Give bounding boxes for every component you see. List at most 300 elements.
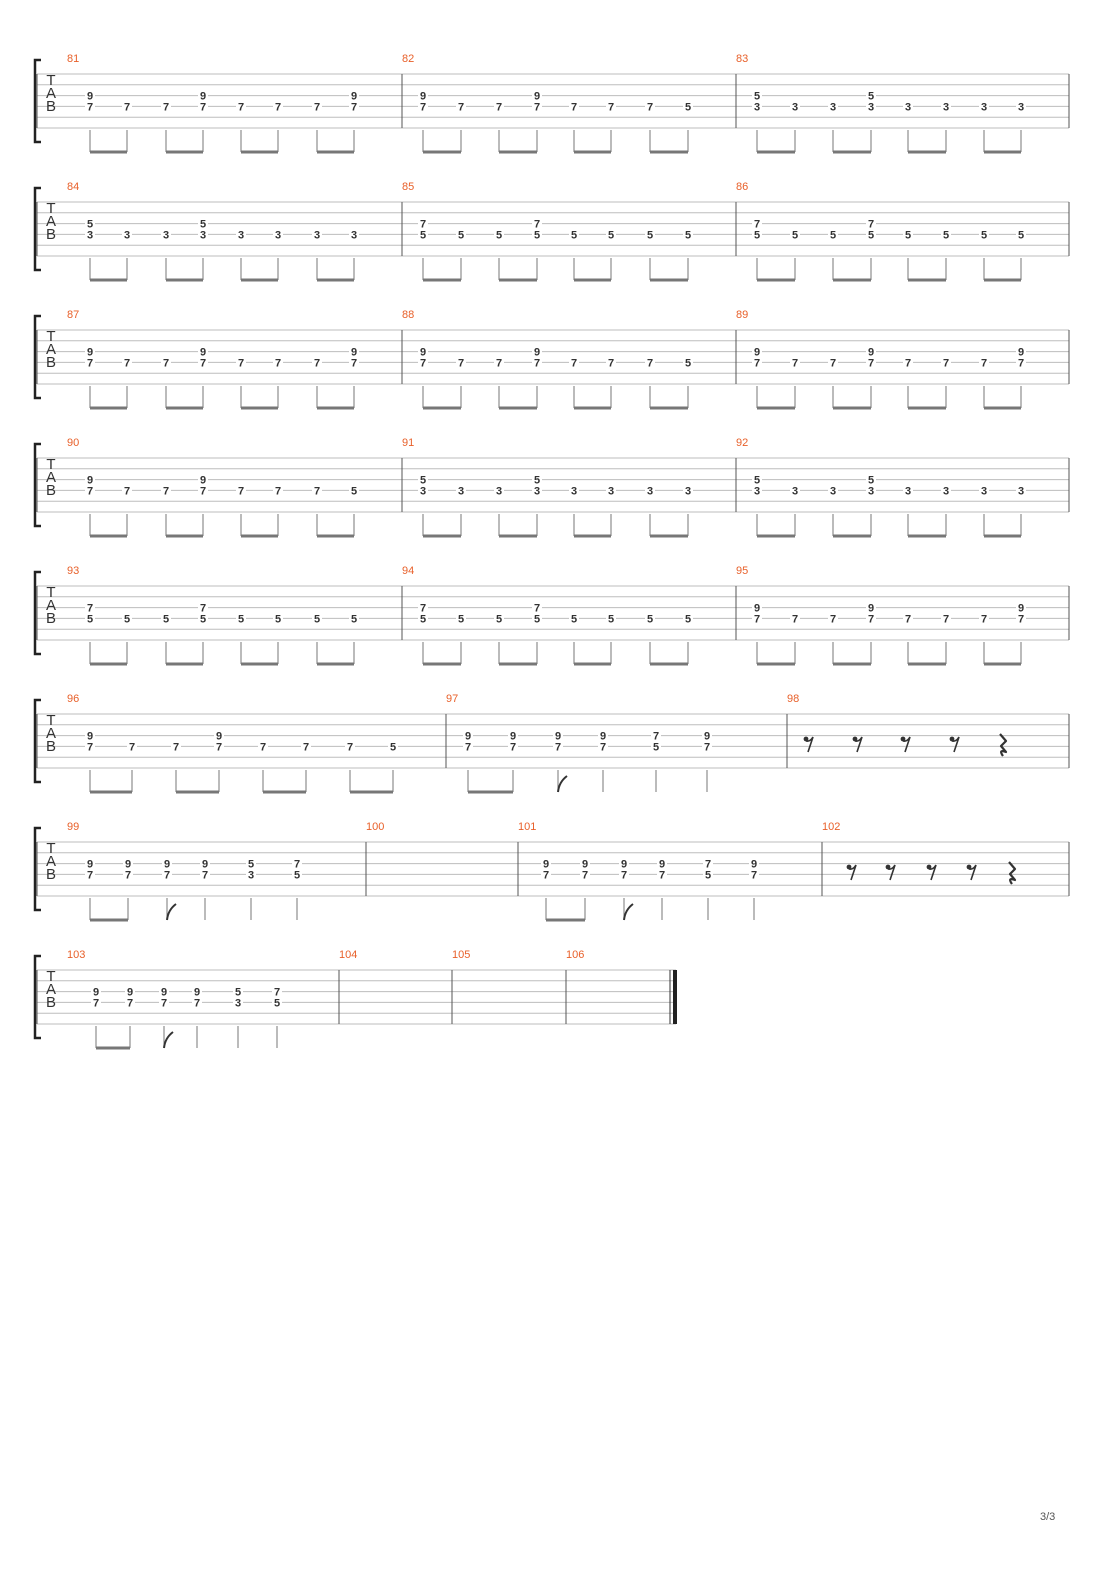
fret-number: 5 bbox=[704, 869, 712, 882]
fret-number: 7 bbox=[980, 613, 988, 626]
fret-number: 9 bbox=[350, 90, 358, 103]
measure-number: 101 bbox=[518, 821, 537, 833]
fret-number: 3 bbox=[237, 229, 245, 242]
fret-number: 3 bbox=[684, 485, 692, 498]
fret-number: 7 bbox=[313, 485, 321, 498]
measure bbox=[736, 53, 1026, 154]
note-beam bbox=[984, 279, 1021, 282]
fret-number: 3 bbox=[86, 229, 94, 242]
fret-number: 7 bbox=[904, 613, 912, 626]
fret-number: 9 bbox=[419, 346, 427, 359]
fret-number: 7 bbox=[457, 357, 465, 370]
note-beam bbox=[317, 663, 354, 666]
measure bbox=[402, 437, 693, 538]
fret-number: 5 bbox=[495, 229, 503, 242]
measure bbox=[67, 309, 359, 410]
note-beam bbox=[423, 279, 461, 282]
fret-number: 5 bbox=[350, 613, 358, 626]
system-bracket bbox=[35, 956, 41, 1038]
fret-number: 9 bbox=[86, 346, 94, 359]
measure-number: 84 bbox=[67, 181, 80, 193]
fret-number: 5 bbox=[684, 229, 692, 242]
fret-number: 3 bbox=[942, 101, 950, 114]
fret-number: 3 bbox=[274, 229, 282, 242]
tab-clef-letter: B bbox=[45, 98, 57, 115]
fret-number: 3 bbox=[162, 229, 170, 242]
fret-number: 3 bbox=[980, 485, 988, 498]
fret-number: 5 bbox=[607, 229, 615, 242]
fret-number: 5 bbox=[980, 229, 988, 242]
note-beam bbox=[166, 279, 203, 282]
note-beam bbox=[499, 151, 537, 154]
fret-number: 7 bbox=[259, 741, 267, 754]
fret-number: 7 bbox=[237, 357, 245, 370]
measure bbox=[67, 53, 359, 154]
note-beam bbox=[650, 279, 688, 282]
fret-number: 7 bbox=[172, 741, 180, 754]
note-beam bbox=[833, 535, 871, 538]
measure bbox=[67, 949, 282, 1050]
note-beam bbox=[650, 407, 688, 410]
fret-number: 7 bbox=[704, 858, 712, 871]
fret-number: 9 bbox=[86, 730, 94, 743]
fret-number: 5 bbox=[457, 229, 465, 242]
fret-number: 3 bbox=[495, 485, 503, 498]
note-beam bbox=[757, 151, 795, 154]
fret-number: 5 bbox=[495, 613, 503, 626]
measure-number: 92 bbox=[736, 437, 749, 449]
measure-number: 96 bbox=[67, 693, 80, 705]
fret-number: 7 bbox=[313, 101, 321, 114]
fret-number: 7 bbox=[126, 997, 134, 1010]
fret-number: 5 bbox=[419, 613, 427, 626]
fret-number: 5 bbox=[533, 229, 541, 242]
system-bracket bbox=[35, 700, 41, 782]
fret-number: 5 bbox=[247, 858, 255, 871]
fret-number: 7 bbox=[92, 997, 100, 1010]
note-beam bbox=[574, 407, 611, 410]
fret-number: 7 bbox=[646, 357, 654, 370]
fret-number: 7 bbox=[199, 101, 207, 114]
tab-clef-letter: B bbox=[45, 226, 57, 243]
tab-clef-letter: A bbox=[45, 341, 57, 358]
fret-number: 7 bbox=[457, 101, 465, 114]
tab-system bbox=[35, 693, 1069, 794]
fret-number: 7 bbox=[942, 357, 950, 370]
note-beam bbox=[423, 663, 461, 666]
tab-system bbox=[35, 437, 1069, 538]
eighth-rest bbox=[967, 865, 976, 880]
measure-number: 86 bbox=[736, 181, 749, 193]
fret-number: 7 bbox=[509, 741, 517, 754]
tab-clef-letter: B bbox=[45, 610, 57, 627]
measure-number: 99 bbox=[67, 821, 80, 833]
fret-number: 9 bbox=[86, 90, 94, 103]
note-beam bbox=[574, 663, 611, 666]
note-beam bbox=[317, 279, 354, 282]
note-beam bbox=[90, 919, 128, 922]
tab-clef-letter: B bbox=[45, 866, 57, 883]
note-beam bbox=[90, 663, 127, 666]
fret-number: 7 bbox=[274, 485, 282, 498]
fret-number: 7 bbox=[495, 357, 503, 370]
fret-number: 5 bbox=[791, 229, 799, 242]
note-beam bbox=[317, 407, 354, 410]
fret-number: 5 bbox=[533, 474, 541, 487]
note-beam bbox=[90, 279, 127, 282]
eighth-rest bbox=[927, 865, 936, 880]
fret-number: 9 bbox=[199, 474, 207, 487]
note-beam bbox=[90, 407, 127, 410]
fret-number: 3 bbox=[457, 485, 465, 498]
note-beam bbox=[96, 1047, 130, 1050]
measure bbox=[402, 181, 693, 282]
tab-clef-letter: A bbox=[45, 85, 57, 102]
fret-number: 3 bbox=[1017, 101, 1025, 114]
fret-number: 7 bbox=[346, 741, 354, 754]
tab-clef-letter: T bbox=[46, 328, 56, 345]
fret-number: 9 bbox=[867, 602, 875, 615]
tab-clef-letter: T bbox=[46, 712, 56, 729]
measure bbox=[402, 309, 693, 410]
fret-number: 7 bbox=[607, 101, 615, 114]
fret-number: 7 bbox=[419, 218, 427, 231]
fret-number: 7 bbox=[904, 357, 912, 370]
fret-number: 5 bbox=[753, 474, 761, 487]
fret-number: 5 bbox=[293, 869, 301, 882]
fret-number: 7 bbox=[658, 869, 666, 882]
fret-number: 3 bbox=[1017, 485, 1025, 498]
note-beam bbox=[499, 279, 537, 282]
eighth-rest bbox=[886, 865, 895, 880]
note-flag bbox=[164, 1032, 173, 1048]
fret-number: 9 bbox=[215, 730, 223, 743]
fret-number: 7 bbox=[313, 357, 321, 370]
fret-number: 7 bbox=[464, 741, 472, 754]
fret-number: 7 bbox=[86, 101, 94, 114]
fret-number: 3 bbox=[753, 101, 761, 114]
note-beam bbox=[984, 151, 1021, 154]
note-beam bbox=[833, 279, 871, 282]
fret-number: 5 bbox=[942, 229, 950, 242]
fret-number: 5 bbox=[533, 613, 541, 626]
note-beam bbox=[166, 407, 203, 410]
note-beam bbox=[984, 535, 1021, 538]
fret-number: 5 bbox=[570, 613, 578, 626]
measure-number: 91 bbox=[402, 437, 415, 449]
fret-number: 5 bbox=[389, 741, 397, 754]
measure bbox=[339, 949, 357, 961]
fret-number: 5 bbox=[199, 613, 207, 626]
eighth-rest bbox=[853, 737, 862, 752]
fret-number: 7 bbox=[274, 357, 282, 370]
fret-number: 9 bbox=[419, 90, 427, 103]
quarter-rest bbox=[1009, 862, 1015, 884]
fret-number: 7 bbox=[123, 357, 131, 370]
system-bracket bbox=[35, 60, 41, 142]
fret-number: 7 bbox=[274, 101, 282, 114]
fret-number: 9 bbox=[658, 858, 666, 871]
fret-number: 7 bbox=[237, 101, 245, 114]
fret-number: 7 bbox=[581, 869, 589, 882]
fret-number: 7 bbox=[533, 101, 541, 114]
system-bracket bbox=[35, 188, 41, 270]
fret-number: 7 bbox=[86, 869, 94, 882]
fret-number: 5 bbox=[646, 613, 654, 626]
fret-number: 9 bbox=[199, 90, 207, 103]
measure-number: 93 bbox=[67, 565, 80, 577]
fret-number: 9 bbox=[160, 986, 168, 999]
note-beam bbox=[166, 535, 203, 538]
note-beam bbox=[757, 663, 795, 666]
fret-number: 7 bbox=[791, 613, 799, 626]
fret-number: 9 bbox=[703, 730, 711, 743]
system-bracket bbox=[35, 316, 41, 398]
measure-number: 87 bbox=[67, 309, 80, 321]
fret-number: 3 bbox=[533, 485, 541, 498]
fret-number: 7 bbox=[753, 613, 761, 626]
fret-number: 5 bbox=[753, 90, 761, 103]
tab-clef-letter: T bbox=[46, 584, 56, 601]
note-beam bbox=[423, 535, 461, 538]
fret-number: 9 bbox=[599, 730, 607, 743]
fret-number: 5 bbox=[684, 357, 692, 370]
note-beam bbox=[908, 151, 946, 154]
tab-clef-letter: T bbox=[46, 840, 56, 857]
note-beam bbox=[908, 663, 946, 666]
note-beam bbox=[833, 663, 871, 666]
note-beam bbox=[241, 151, 278, 154]
fret-number: 5 bbox=[86, 613, 94, 626]
fret-number: 9 bbox=[86, 858, 94, 871]
fret-number: 5 bbox=[199, 218, 207, 231]
measure bbox=[402, 53, 693, 154]
fret-number: 3 bbox=[313, 229, 321, 242]
quarter-rest bbox=[1000, 734, 1006, 756]
fret-number: 3 bbox=[753, 485, 761, 498]
note-beam bbox=[317, 151, 354, 154]
fret-number: 7 bbox=[867, 218, 875, 231]
fret-number: 3 bbox=[646, 485, 654, 498]
eighth-rest bbox=[804, 737, 813, 752]
fret-number: 7 bbox=[293, 858, 301, 871]
note-beam bbox=[468, 791, 513, 794]
note-beam bbox=[833, 407, 871, 410]
fret-number: 5 bbox=[274, 613, 282, 626]
fret-number: 5 bbox=[867, 229, 875, 242]
measure bbox=[452, 949, 470, 961]
fret-number: 7 bbox=[554, 741, 562, 754]
fret-number: 5 bbox=[273, 997, 281, 1010]
note-beam bbox=[423, 151, 461, 154]
measure-number: 83 bbox=[736, 53, 749, 65]
eighth-rest bbox=[901, 737, 910, 752]
fret-number: 7 bbox=[162, 357, 170, 370]
note-beam bbox=[984, 663, 1021, 666]
measure bbox=[736, 181, 1026, 282]
fret-number: 9 bbox=[1017, 602, 1025, 615]
note-beam bbox=[546, 919, 585, 922]
fret-number: 3 bbox=[419, 485, 427, 498]
note-beam bbox=[499, 663, 537, 666]
note-beam bbox=[757, 279, 795, 282]
tab-clef-letter: T bbox=[46, 200, 56, 217]
tab-clef-letter: T bbox=[46, 968, 56, 985]
fret-number: 3 bbox=[829, 485, 837, 498]
tab-clef-letter: T bbox=[46, 456, 56, 473]
note-beam bbox=[423, 407, 461, 410]
fret-number: 7 bbox=[86, 602, 94, 615]
fret-number: 7 bbox=[273, 986, 281, 999]
note-flag bbox=[624, 904, 633, 920]
fret-number: 7 bbox=[533, 602, 541, 615]
note-beam bbox=[574, 279, 611, 282]
fret-number: 9 bbox=[533, 346, 541, 359]
fret-number: 7 bbox=[942, 613, 950, 626]
fret-number: 7 bbox=[124, 869, 132, 882]
tab-clef-letter: B bbox=[45, 354, 57, 371]
fret-number: 7 bbox=[750, 869, 758, 882]
fret-number: 3 bbox=[867, 101, 875, 114]
fret-number: 7 bbox=[829, 613, 837, 626]
fret-number: 3 bbox=[123, 229, 131, 242]
note-beam bbox=[908, 407, 946, 410]
fret-number: 5 bbox=[234, 986, 242, 999]
tab-system bbox=[35, 181, 1069, 282]
fret-number: 3 bbox=[350, 229, 358, 242]
fret-number: 5 bbox=[652, 741, 660, 754]
tab-clef-letter: A bbox=[45, 725, 57, 742]
measure bbox=[67, 821, 302, 922]
measure bbox=[402, 565, 693, 666]
fret-number: 9 bbox=[464, 730, 472, 743]
fret-number: 7 bbox=[980, 357, 988, 370]
fret-number: 5 bbox=[684, 101, 692, 114]
fret-number: 7 bbox=[646, 101, 654, 114]
measure-number: 103 bbox=[67, 949, 86, 961]
fret-number: 5 bbox=[904, 229, 912, 242]
fret-number: 7 bbox=[350, 357, 358, 370]
measure bbox=[67, 565, 359, 666]
note-beam bbox=[650, 663, 688, 666]
fret-number: 7 bbox=[791, 357, 799, 370]
measure bbox=[67, 181, 359, 282]
fret-number: 7 bbox=[1017, 357, 1025, 370]
measure-number: 104 bbox=[339, 949, 358, 961]
fret-number: 5 bbox=[313, 613, 321, 626]
fret-number: 9 bbox=[199, 346, 207, 359]
note-beam bbox=[574, 535, 611, 538]
fret-number: 3 bbox=[980, 101, 988, 114]
tab-system bbox=[35, 821, 1069, 922]
system-bracket bbox=[35, 828, 41, 910]
measure-number: 94 bbox=[402, 565, 415, 577]
eighth-rest bbox=[847, 865, 856, 880]
tab-system bbox=[35, 53, 1069, 154]
fret-number: 7 bbox=[123, 101, 131, 114]
note-beam bbox=[241, 535, 278, 538]
note-beam bbox=[241, 407, 278, 410]
fret-number: 9 bbox=[753, 346, 761, 359]
measure bbox=[736, 309, 1026, 410]
measure bbox=[67, 693, 398, 794]
fret-number: 7 bbox=[1017, 613, 1025, 626]
note-beam bbox=[350, 791, 393, 794]
measure-number: 88 bbox=[402, 309, 415, 321]
fret-number: 9 bbox=[554, 730, 562, 743]
fret-number: 7 bbox=[533, 218, 541, 231]
fret-number: 9 bbox=[753, 602, 761, 615]
fret-number: 7 bbox=[495, 101, 503, 114]
fret-number: 7 bbox=[162, 485, 170, 498]
fret-number: 3 bbox=[791, 485, 799, 498]
tab-system bbox=[35, 309, 1069, 410]
fret-number: 3 bbox=[791, 101, 799, 114]
fret-number: 9 bbox=[350, 346, 358, 359]
fret-number: 7 bbox=[607, 357, 615, 370]
system-bracket bbox=[35, 572, 41, 654]
tab-system bbox=[35, 565, 1069, 666]
measure-number: 105 bbox=[452, 949, 471, 961]
fret-number: 3 bbox=[234, 997, 242, 1010]
fret-number: 7 bbox=[542, 869, 550, 882]
measure-number: 85 bbox=[402, 181, 415, 193]
fret-number: 7 bbox=[237, 485, 245, 498]
fret-number: 7 bbox=[753, 357, 761, 370]
measure-number: 106 bbox=[566, 949, 585, 961]
fret-number: 7 bbox=[620, 869, 628, 882]
measure bbox=[736, 437, 1026, 538]
measure-number: 89 bbox=[736, 309, 749, 321]
note-beam bbox=[650, 151, 688, 154]
note-beam bbox=[241, 279, 278, 282]
measure bbox=[366, 821, 384, 833]
fret-number: 3 bbox=[247, 869, 255, 882]
note-beam bbox=[90, 535, 127, 538]
fret-number: 3 bbox=[570, 485, 578, 498]
fret-number: 3 bbox=[867, 485, 875, 498]
note-beam bbox=[166, 151, 203, 154]
measure-number: 82 bbox=[402, 53, 415, 65]
fret-number: 7 bbox=[419, 602, 427, 615]
note-beam bbox=[166, 663, 203, 666]
fret-number: 7 bbox=[419, 101, 427, 114]
fret-number: 7 bbox=[533, 357, 541, 370]
note-beam bbox=[263, 791, 306, 794]
fret-number: 5 bbox=[162, 613, 170, 626]
measure-number: 81 bbox=[67, 53, 80, 65]
fret-number: 9 bbox=[201, 858, 209, 871]
measure-number: 102 bbox=[822, 821, 841, 833]
fret-number: 5 bbox=[753, 229, 761, 242]
fret-number: 3 bbox=[829, 101, 837, 114]
fret-number: 7 bbox=[199, 485, 207, 498]
measure-number: 100 bbox=[366, 821, 385, 833]
note-beam bbox=[317, 535, 354, 538]
note-beam bbox=[650, 535, 688, 538]
tab-clef-letter: T bbox=[46, 72, 56, 89]
measure-number: 97 bbox=[446, 693, 459, 705]
fret-number: 5 bbox=[684, 613, 692, 626]
note-beam bbox=[908, 279, 946, 282]
fret-number: 9 bbox=[86, 474, 94, 487]
fret-number: 7 bbox=[350, 101, 358, 114]
fret-number: 5 bbox=[1017, 229, 1025, 242]
tab-clef-letter: A bbox=[45, 469, 57, 486]
fret-number: 7 bbox=[86, 357, 94, 370]
tab-clef-letter: A bbox=[45, 597, 57, 614]
fret-number: 7 bbox=[86, 485, 94, 498]
